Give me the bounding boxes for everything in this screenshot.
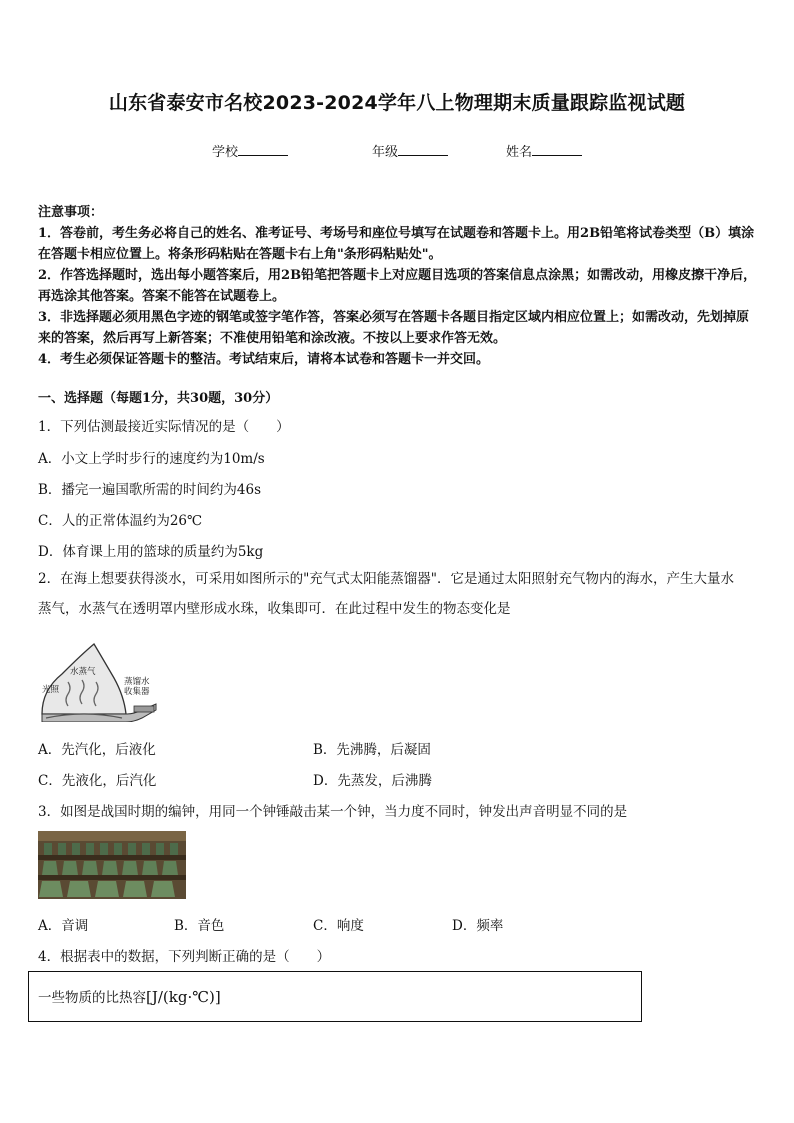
chime-bells-photo <box>38 831 186 899</box>
note-item-4: 4．考生必须保证答题卡的整洁。考试结束后，请将本试卷和答题卡一并交回。 <box>38 352 490 367</box>
notes-heading: 注意事项： <box>38 205 104 220</box>
q1-option-c: C．人的正常体温约为26℃ <box>38 513 203 529</box>
name-field <box>506 141 582 160</box>
page-title: 山东省泰安市名校2023-2024学年八上物理期末质量跟踪监视试题 <box>108 92 686 114</box>
q2-option-c: C．先液化，后汽化 <box>38 773 157 789</box>
fig-label-collector-2: 收集器 <box>124 687 150 697</box>
q4-stem: 4．根据表中的数据，下列判断正确的是（ ） <box>38 949 331 965</box>
q3-option-b: B．音色 <box>174 918 225 934</box>
note-item-1: 1．答卷前，考生务必将自己的姓名、准考证号、考场号和座位号填写在试题卷和答题卡上。用2B铅笔将试卷类型（B）填涂在答题卡相应位置上。将条形码粘贴在答题卡右上角"条形码粘贴处"。 <box>38 226 755 262</box>
q3-stem: 3．如图是战国时期的编钟，用同一个钟锤敲击某一个钟，当力度不同时，钟发出声音明显不同的是 <box>38 804 628 820</box>
q2-option-b: B．先沸腾，后凝固 <box>313 742 431 758</box>
notes-section <box>38 202 758 370</box>
q2-option-d: D．先蒸发，后沸腾 <box>313 773 432 789</box>
q2-stem-line1: 2．在海上想要获得淡水，可采用如图所示的"充气式太阳能蒸馏器"．它是通过太阳照射充气物内的海水，产生大量水 <box>38 571 735 587</box>
q2-stem-line2: 蒸气，水蒸气在透明罩内壁形成水珠，收集即可．在此过程中发生的物态变化是 <box>38 601 511 617</box>
school-field <box>212 141 288 160</box>
q3-option-c: C．响度 <box>313 918 364 934</box>
table-unit: [J/(kg·℃)] <box>146 988 221 1006</box>
q1-stem: 1．下列估测最接近实际情况的是（ ） <box>38 419 290 435</box>
q2-option-a: A．先汽化，后液化 <box>38 742 156 758</box>
solar-still-figure <box>38 640 160 722</box>
q1-option-b: B．播完一遍国歌所需的时间约为46s <box>38 482 262 498</box>
name-blank <box>532 143 582 156</box>
q1-option-d: D．体育课上用的篮球的质量约为5kg <box>38 544 264 560</box>
table-caption-cell <box>38 986 221 1006</box>
note-item-3: 3．非选择题必须用黑色字迹的钢笔或签字笔作答，答案必须写在答题卡各题目指定区域内相应位置上；如需改动，先划掉原来的答案，然后再写上新答案；不准使用铅笔和涂改液。不按以上要求作答无效。 <box>38 310 750 346</box>
fig-label-vapor: 水蒸气 <box>70 667 96 677</box>
fig-label-sun: 光照 <box>42 685 60 695</box>
q1-option-a: A．小文上学时步行的速度约为10m/s <box>38 451 265 467</box>
school-label: 学校 <box>212 145 239 160</box>
fig-label-collector-1: 蒸馏水 <box>124 677 150 687</box>
note-item-2: 2．作答选择题时，选出每小题答案后，用2B铅笔把答题卡上对应题目选项的答案信息点涂黑；如需改动，用橡皮擦干净后，再选涂其他答案。答案不能答在试题卷上。 <box>38 268 757 304</box>
grade-blank <box>398 143 448 156</box>
grade-label: 年级 <box>372 145 399 160</box>
grade-field <box>372 141 448 160</box>
table-caption: 一些物质的比热容 <box>38 990 146 1006</box>
q3-option-d: D．频率 <box>452 918 504 934</box>
q3-option-a: A．音调 <box>38 918 89 934</box>
section-heading: 一、选择题（每题1分，共30题，30分） <box>38 391 279 406</box>
name-label: 姓名 <box>506 145 533 160</box>
school-blank <box>238 143 288 156</box>
